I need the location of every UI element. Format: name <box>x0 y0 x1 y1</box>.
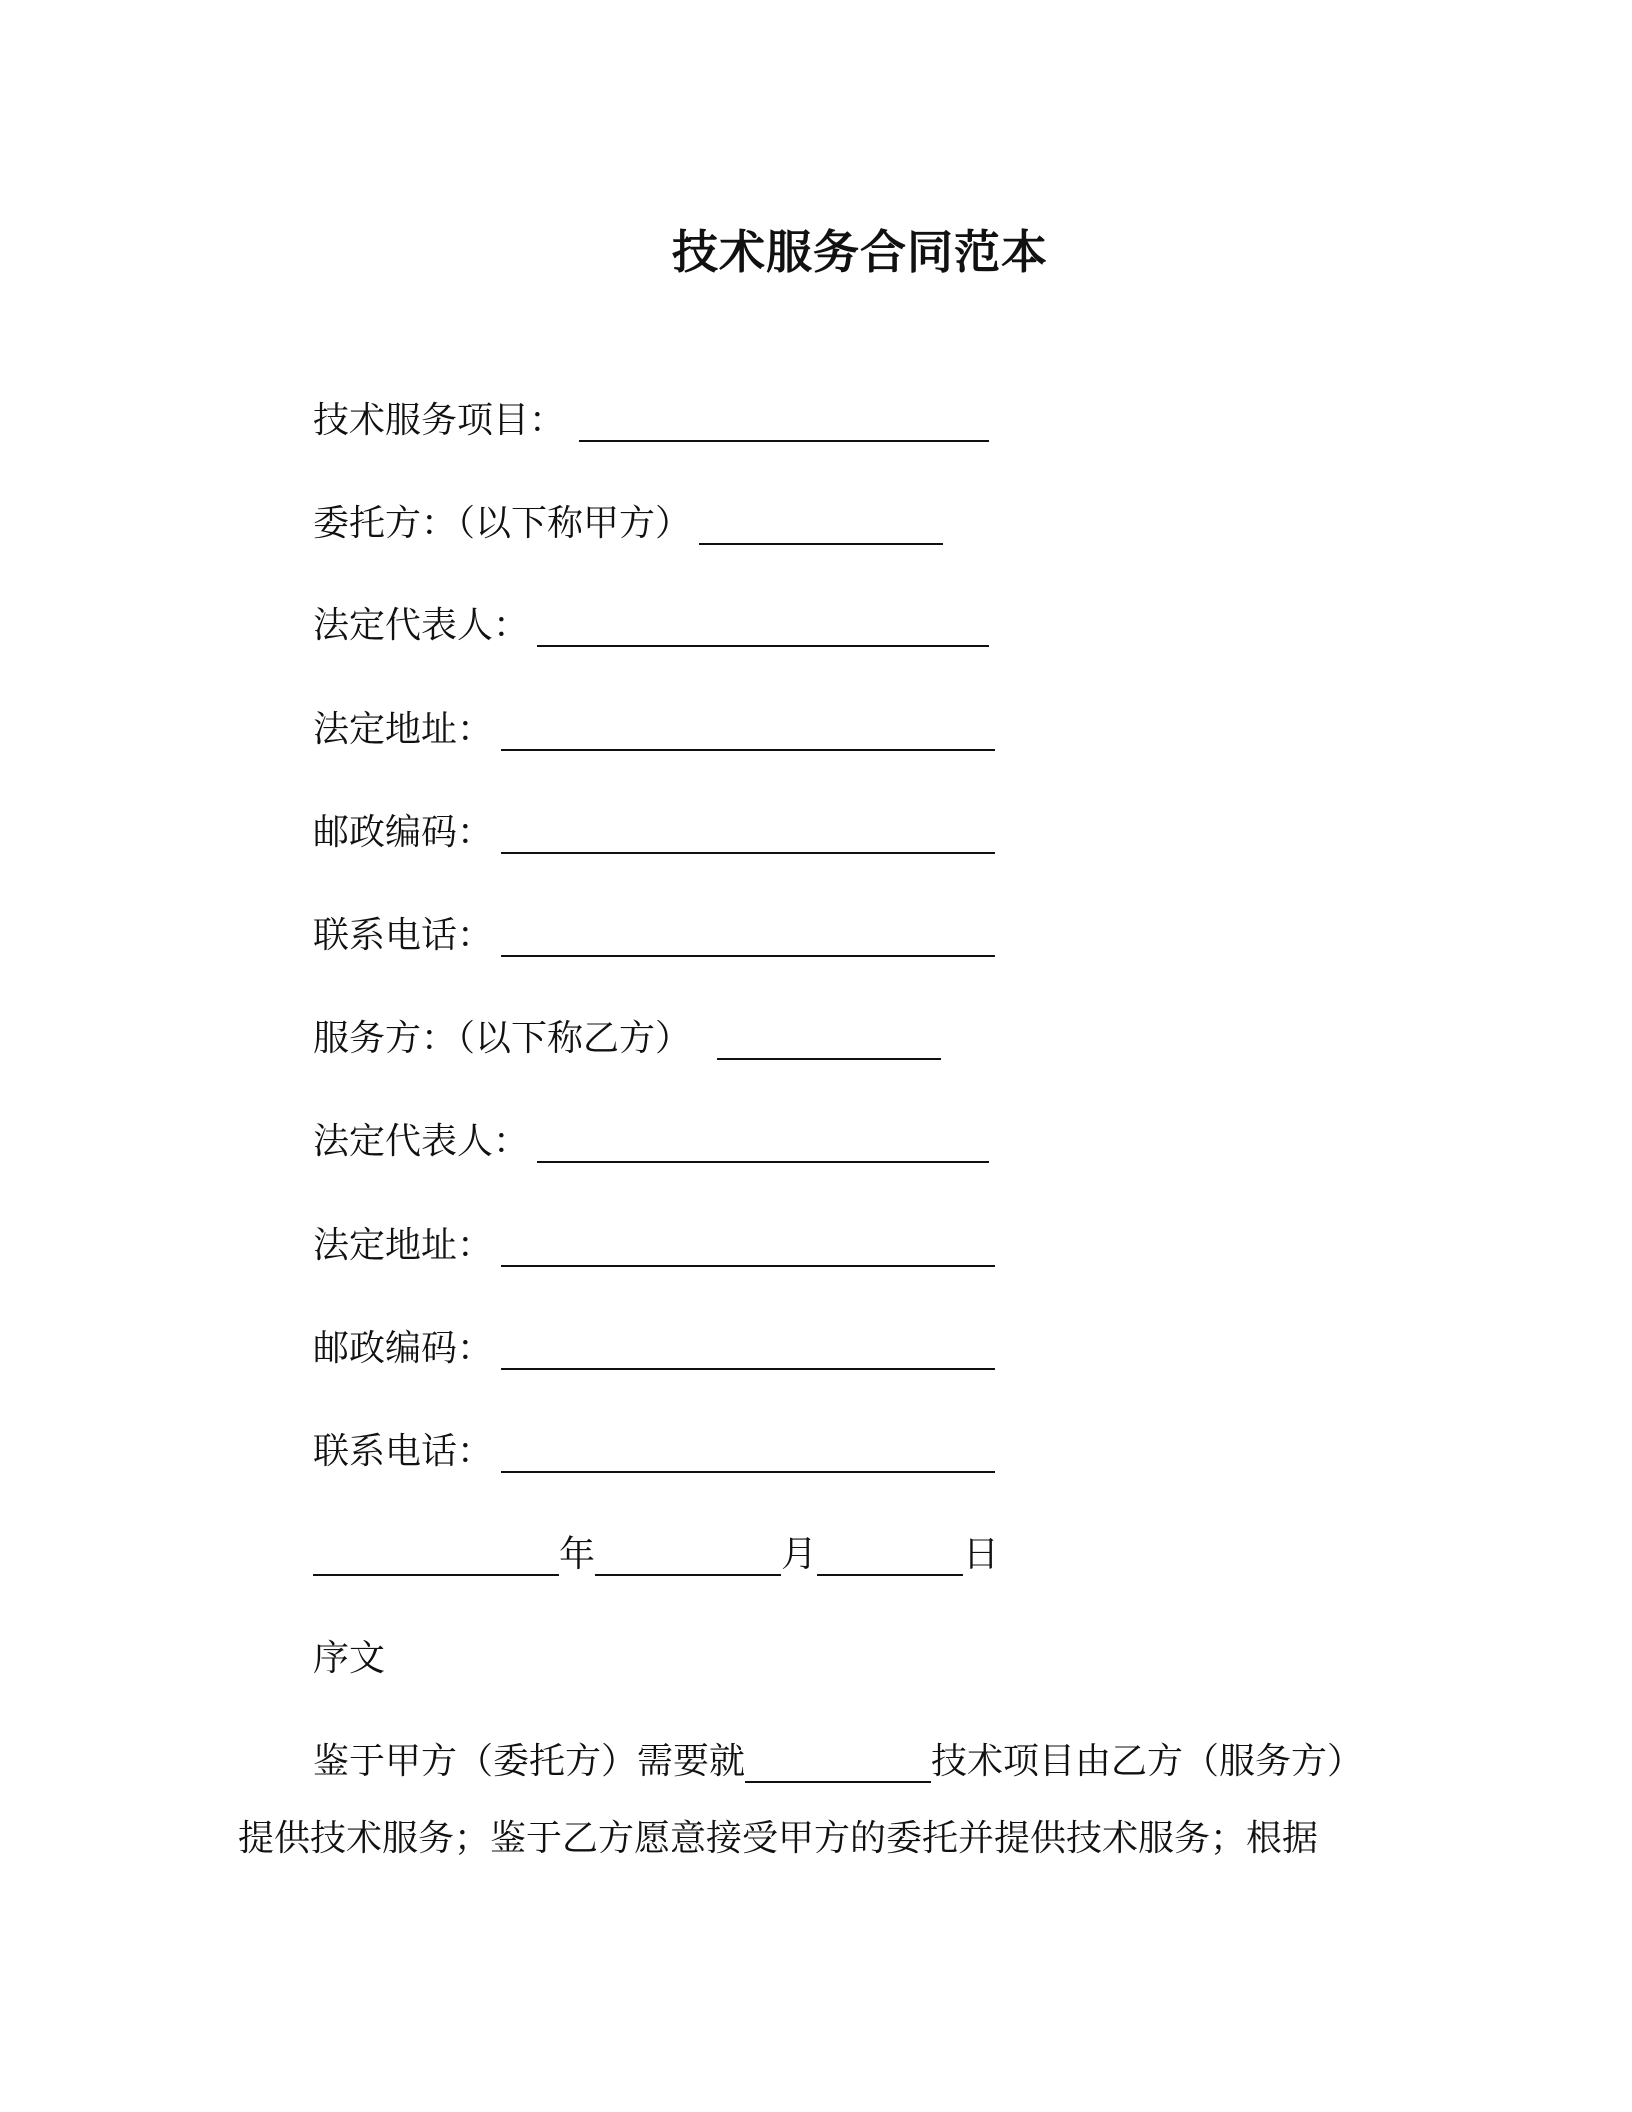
fill-in-blank[interactable] <box>537 605 989 647</box>
fill-in-blank[interactable] <box>501 1431 995 1473</box>
year-blank[interactable] <box>313 1534 559 1576</box>
field-client-postcode <box>313 808 995 858</box>
fill-in-blank[interactable] <box>699 503 943 545</box>
field-provider <box>313 1014 941 1064</box>
field-provider-phone <box>313 1427 995 1477</box>
section-heading: 序文 <box>313 1638 386 1679</box>
field-label: 技术服务项目： <box>313 400 566 441</box>
fill-in-blank[interactable] <box>501 709 995 751</box>
fill-in-blank[interactable] <box>579 400 989 442</box>
field-client <box>313 499 943 549</box>
day-label: 日 <box>963 1534 1000 1575</box>
field-client-legal-rep <box>313 601 989 651</box>
preface-text: 技术项目由乙方（服务方） <box>931 1741 1364 1782</box>
preface-line-1 <box>313 1737 1363 1787</box>
field-client-address <box>313 705 995 755</box>
project-blank[interactable] <box>745 1741 931 1783</box>
field-provider-address <box>313 1221 995 1271</box>
field-label: 邮政编码： <box>313 1328 494 1369</box>
day-blank[interactable] <box>817 1534 963 1576</box>
field-label: 服务方：（以下称乙方） <box>313 1018 692 1059</box>
fill-in-blank[interactable] <box>501 1328 995 1370</box>
year-label: 年 <box>559 1534 596 1575</box>
fill-in-blank[interactable] <box>537 1121 989 1163</box>
field-label: 联系电话： <box>313 915 494 956</box>
month-blank[interactable] <box>595 1534 781 1576</box>
field-label: 委托方：（以下称甲方） <box>313 503 692 544</box>
preface-line-2 <box>238 1814 1318 1864</box>
fill-in-blank[interactable] <box>501 812 995 854</box>
fill-in-blank[interactable] <box>501 1225 995 1267</box>
fill-in-blank[interactable] <box>717 1018 941 1060</box>
month-label: 月 <box>781 1534 818 1575</box>
field-label: 联系电话： <box>313 1431 494 1472</box>
document-title: 技术服务合同范本 <box>672 225 1048 279</box>
preface-text: 鉴于甲方（委托方）需要就 <box>313 1741 746 1782</box>
field-label: 邮政编码： <box>313 812 494 853</box>
date-line <box>313 1530 999 1580</box>
field-provider-legal-rep <box>313 1117 989 1167</box>
preface-heading <box>313 1634 385 1684</box>
field-label: 法定代表人： <box>313 1121 530 1162</box>
fill-in-blank[interactable] <box>501 915 995 957</box>
field-label: 法定代表人： <box>313 605 530 646</box>
field-service-project <box>313 396 989 446</box>
field-client-phone <box>313 911 995 961</box>
field-label: 法定地址： <box>313 709 494 750</box>
field-provider-postcode <box>313 1324 995 1374</box>
preface-text: 提供技术服务；鉴于乙方愿意接受甲方的委托并提供技术服务；根据 <box>238 1818 1319 1859</box>
field-label: 法定地址： <box>313 1225 494 1266</box>
